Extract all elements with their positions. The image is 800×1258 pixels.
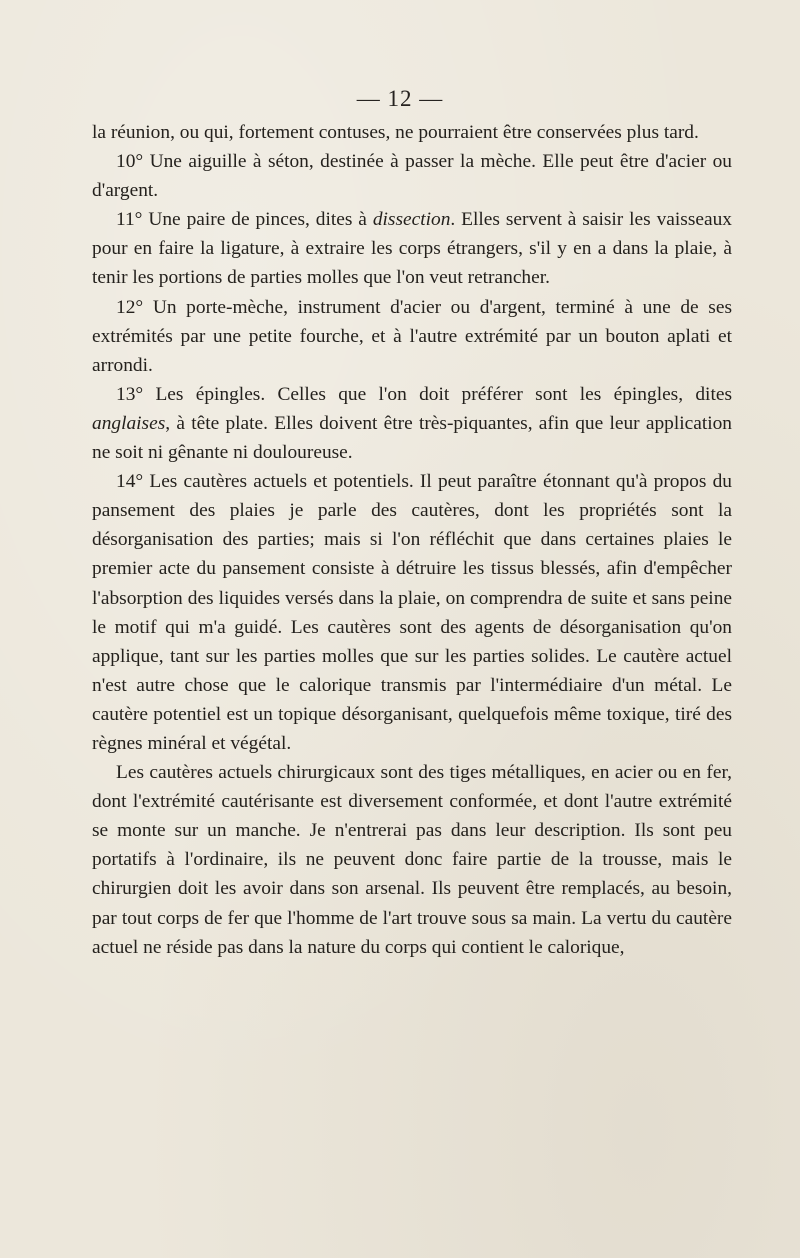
italic-term: anglaises bbox=[92, 412, 166, 434]
paragraph-text: Une aiguille à séton, destinée à passer la mèche. Elle peut être d'acier ou d'argent. bbox=[92, 151, 732, 202]
paragraph-text: Les épingles. Celles que l'on doit préférer sont les épingles, dites bbox=[143, 383, 732, 405]
paragraph-item-12 bbox=[92, 293, 732, 380]
item-number: 11° bbox=[116, 209, 143, 231]
paragraph-text: Les cautères actuels chirurgicaux sont des tiges métalliques, en acier ou en fer, dont l'extrémité cautérisante est diversement conformée, et dont l'autre extrémité se monte sur un manche. Je n'entrerai pas dans leur description. Ils sont peu portatifs à l'ordinaire, ils ne peuvent donc faire partie de la trousse, mais le chirurgien doit les avoir dans son arsenal. Ils peuvent être remplacés, au besoin, par tout corps de fer que l'homme de l'art trouve sous sa main. La vertu du cautère actuel ne réside pas dans la nature du corps qui contient le calorique, bbox=[92, 762, 732, 958]
paragraph-item-10 bbox=[92, 147, 732, 205]
paragraph-text: la réunion, ou qui, fortement contuses, ne pourraient être conservées plus tard. bbox=[92, 122, 699, 143]
item-number: 14° bbox=[116, 471, 144, 493]
paragraph-text: Une paire de pinces, dites à bbox=[142, 209, 373, 231]
item-number: 13° bbox=[116, 383, 144, 405]
paragraph-item-13 bbox=[92, 380, 732, 467]
italic-term: dissection bbox=[372, 209, 451, 231]
paragraph-item-11 bbox=[92, 205, 732, 292]
paragraph-text: Un porte-mèche, instrument d'acier ou d'argent, terminé à une de ses extrémités par une petite fourche, et à l'autre extrémité par un bouton aplati et arrondi. bbox=[92, 296, 732, 376]
item-number: 12° bbox=[116, 296, 144, 318]
paragraph-continuation bbox=[92, 118, 732, 147]
paragraph-cauteres-actuels bbox=[92, 758, 732, 962]
paragraph-text: Les cautères actuels et potentiels. Il peut paraître étonnant qu'à propos du pansement des plaies je parle des cautères, dont les propriétés sont la désorganisation des parties; mais si l'on réfléchit que dans certaines plaies le premier acte du pansement consiste à détruire les tissus blessés, afin d'empêcher l'absorption des liquides versés dans la plaie, on comprendra de suite et sans peine le motif qui m'a guidé. Les cautères sont des agents de désorganisation qu'on applique, tant sur les parties molles que sur les parties solides. Le cautère actuel n'est autre chose que le calorique transmis par l'intermédiaire d'un métal. Le cautère potentiel est un topique désorganisant, quelquefois même toxique, tiré des règnes minéral et végétal. bbox=[92, 471, 732, 754]
paragraph-item-14 bbox=[92, 467, 732, 758]
paragraph-text: , à tête plate. Elles doivent être très-piquantes, afin que leur application ne soit ni gênante ni douloureuse. bbox=[92, 412, 732, 464]
page-number: — 12 — bbox=[356, 86, 444, 111]
item-number: 10° bbox=[116, 151, 144, 173]
paragraph-text: . Elles servent à saisir les vaisseaux pour en faire la ligature, à extraire les corps étrangers, s'il y en a dans la plaie, à tenir les portions de parties molles que l'on veut retrancher. bbox=[92, 209, 732, 289]
page-body-text bbox=[92, 118, 732, 962]
